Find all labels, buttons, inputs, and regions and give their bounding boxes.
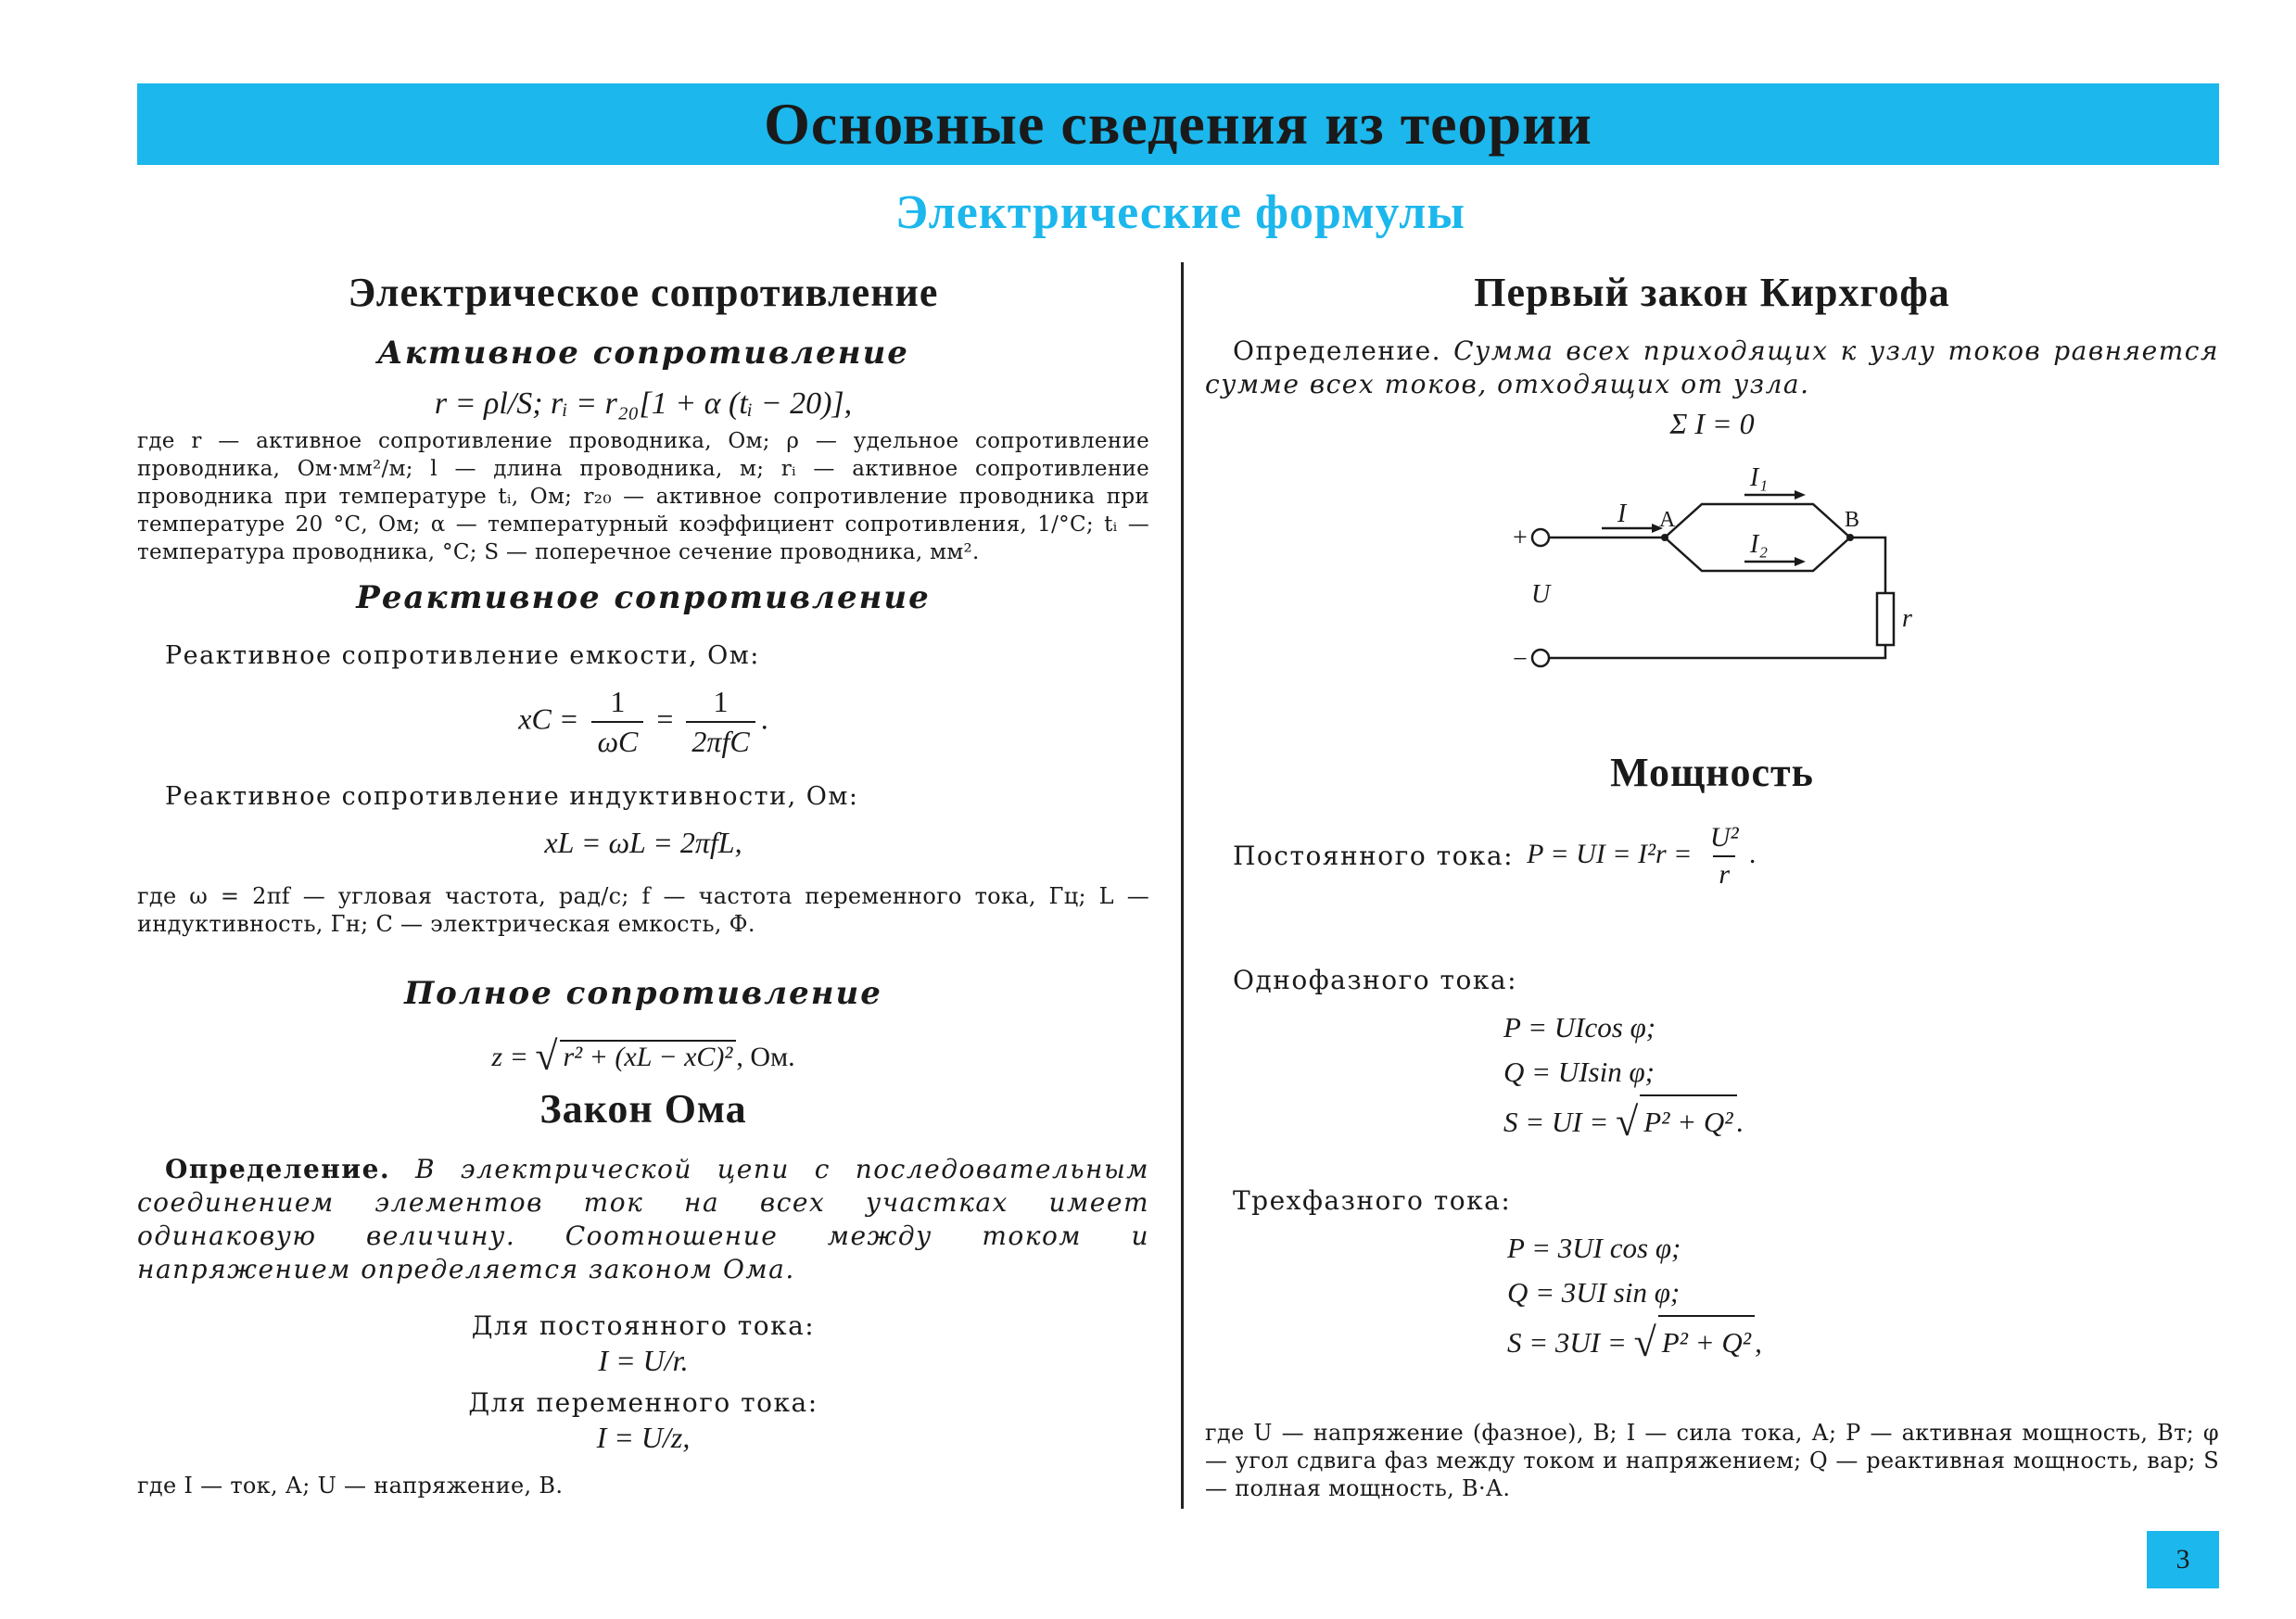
power-three-s-rad: P² + Q² — [1658, 1315, 1755, 1369]
page-subtitle: Электрические формулы — [895, 186, 1465, 239]
impedance-lhs: z = — [491, 1042, 528, 1072]
power-single-block — [1205, 1006, 2219, 1148]
sqrt-sign: √ — [535, 1033, 558, 1079]
power-single-p: P = UIcos φ; — [1503, 1011, 1656, 1043]
active-formula: r = ρl/S; rᵢ = r₂₀[1 + α (tᵢ − 20)], — [434, 386, 853, 421]
power-single-s-rad: P² + Q² — [1640, 1094, 1736, 1148]
cap-equals: = — [656, 702, 674, 736]
cap-frac2-num: 1 — [713, 685, 729, 718]
kirchhoff-formula: Σ I = 0 — [1669, 407, 1755, 440]
power-three-p: P = 3UI cos φ; — [1507, 1232, 1681, 1264]
capacitive-formula — [137, 685, 1149, 759]
capacitive-label: Реактивное сопротивление емкости, Ом: — [165, 641, 760, 670]
power-dc-label: Постоянного тока: — [1233, 841, 1515, 871]
reactive-explanation: где ω = 2πf — угловая частота, рад/с; f — частота переменного тока, Гц; L — индуктивность, Гн; C — электрическая емкость, Ф. — [137, 883, 1149, 937]
cap-frac2-den: 2πfC — [686, 721, 755, 759]
power-single-label: Однофазного тока: — [1233, 965, 1518, 995]
page-title: Основные сведения из теории — [764, 91, 1592, 157]
resistor-label: r — [1902, 604, 1912, 633]
ohm-explanation: где I — ток, А; U — напряжение, В. — [137, 1473, 564, 1499]
node-b-label: B — [1845, 508, 1860, 532]
power-single-s — [1503, 1094, 2219, 1148]
kirchhoff-definition — [1205, 335, 2219, 401]
power-dc-den: r — [1713, 855, 1735, 891]
power-three-q: Q = 3UI sin φ; — [1507, 1276, 1681, 1309]
reactive-heading: Реактивное сопротивление — [356, 579, 931, 616]
sqrt-sign: √ — [1616, 1099, 1639, 1145]
power-dc-num: U² — [1709, 822, 1739, 853]
right-column — [1205, 269, 2219, 1502]
impedance-radicand: r² + (xL − xC)² — [560, 1040, 737, 1073]
cap-end: . — [760, 702, 768, 736]
ohm-heading: Закон Ома — [539, 1086, 747, 1132]
minus-terminal — [1532, 650, 1549, 666]
power-three-s-end: , — [1755, 1326, 1762, 1359]
node-a-label: A — [1659, 508, 1676, 532]
arrow-i2-head — [1795, 557, 1806, 566]
ohm-ac-label: Для переменного тока: — [468, 1387, 818, 1418]
node-b-dot — [1846, 534, 1854, 541]
title-banner — [137, 83, 2219, 165]
arrow-i1-head — [1795, 490, 1806, 500]
power-explanation: где U — напряжение (фазное), В; I — сила тока, А; P — активная мощность, Вт; φ — угол сдвига фаз между током и напряжением; Q — реактивная мощность, вар; S — полная мощность, В·А. — [1205, 1420, 2219, 1501]
plus-terminal — [1532, 529, 1549, 546]
impedance-formula — [137, 1032, 1149, 1080]
inductive-label: Реактивное сопротивление индуктивности, Ом: — [165, 782, 859, 811]
inductive-formula: xL = ωL = 2πfL, — [544, 826, 742, 859]
power-dc-formula — [1527, 822, 1757, 891]
ohm-dc-formula: I = U/r. — [598, 1344, 689, 1377]
active-explanation: где r — активное сопротивление проводника, Ом; ρ — удельное сопротивление проводника, Ом·мм²/м; l — длина проводника, м; rᵢ — активное сопротивление проводника при температуре tᵢ, Ом; r₂₀ — активное сопротивление проводника при температуре 20 °С, Ом; α — температурный коэффициент сопротивления, 1/°С; tᵢ — температура проводника, °С; S — поперечное сечение проводника, мм². — [137, 429, 1149, 564]
left-column — [137, 269, 1149, 1499]
power-dc-end: . — [1749, 838, 1757, 869]
active-heading: Активное сопротивление — [377, 335, 909, 372]
power-three-block — [1205, 1226, 2219, 1369]
power-single-s-lhs: S = UI = — [1503, 1106, 1609, 1138]
cap-lhs: xC = — [518, 702, 579, 736]
kirchhoff-heading: Первый закон Кирхгофа — [1474, 270, 1950, 315]
voltage-label: U — [1531, 580, 1551, 609]
sqrt-sign: √ — [1633, 1320, 1656, 1365]
power-heading: Мощность — [1610, 750, 1814, 795]
resistor — [1877, 593, 1894, 645]
node-a-dot — [1661, 534, 1668, 541]
kirchhoff-def-text: Сумма всех приходящих к узлу токов равняется сумме всех токов, отходящих от узла. — [1205, 335, 2219, 399]
cap-frac1-den: ωC — [591, 721, 643, 759]
ohm-ac-formula: I = U/z, — [596, 1421, 691, 1454]
impedance-heading: Полное сопротивление — [404, 975, 882, 1012]
output-wire — [1850, 538, 1885, 593]
power-dc-lhs: P = UI = I²r = — [1527, 838, 1693, 869]
current1-label: I₁ — [1750, 463, 1769, 492]
power-single-q: Q = UIsin φ; — [1503, 1056, 1655, 1088]
ohm-def-text: В электрической цепи с последовательным соединением элементов ток на всех участках имеет одинаковую величину. Соотношение между током и напряжением определяется законом Ома. — [137, 1154, 1149, 1284]
power-three-s — [1507, 1315, 2219, 1369]
page-number: 3 — [2147, 1531, 2219, 1588]
ohm-def-label: Определение. — [165, 1154, 391, 1184]
power-dc-fraction — [1705, 822, 1744, 891]
cap-fraction-1 — [591, 685, 643, 759]
ohm-definition — [137, 1153, 1149, 1286]
kirchhoff-def-label: Определение. — [1233, 335, 1442, 366]
ohm-dc-label: Для постоянного тока: — [471, 1310, 816, 1341]
minus-label: − — [1513, 645, 1528, 674]
resistance-heading: Электрическое сопротивление — [348, 270, 939, 315]
power-three-s-lhs: S = 3UI = — [1507, 1326, 1627, 1359]
cap-fraction-2 — [686, 685, 755, 759]
power-single-s-end: . — [1736, 1106, 1744, 1138]
cap-frac1-num: 1 — [610, 685, 626, 718]
current-label: I — [1617, 500, 1627, 528]
power-dc-row — [1205, 822, 2219, 891]
impedance-unit: , Ом. — [736, 1042, 795, 1072]
column-divider — [1181, 262, 1184, 1509]
return-wire — [1549, 645, 1885, 658]
current2-label: I₂ — [1750, 530, 1769, 559]
kirchhoff-circuit-diagram — [1205, 452, 2219, 730]
plus-label: + — [1513, 524, 1528, 552]
power-three-label: Трехфазного тока: — [1233, 1185, 1512, 1216]
